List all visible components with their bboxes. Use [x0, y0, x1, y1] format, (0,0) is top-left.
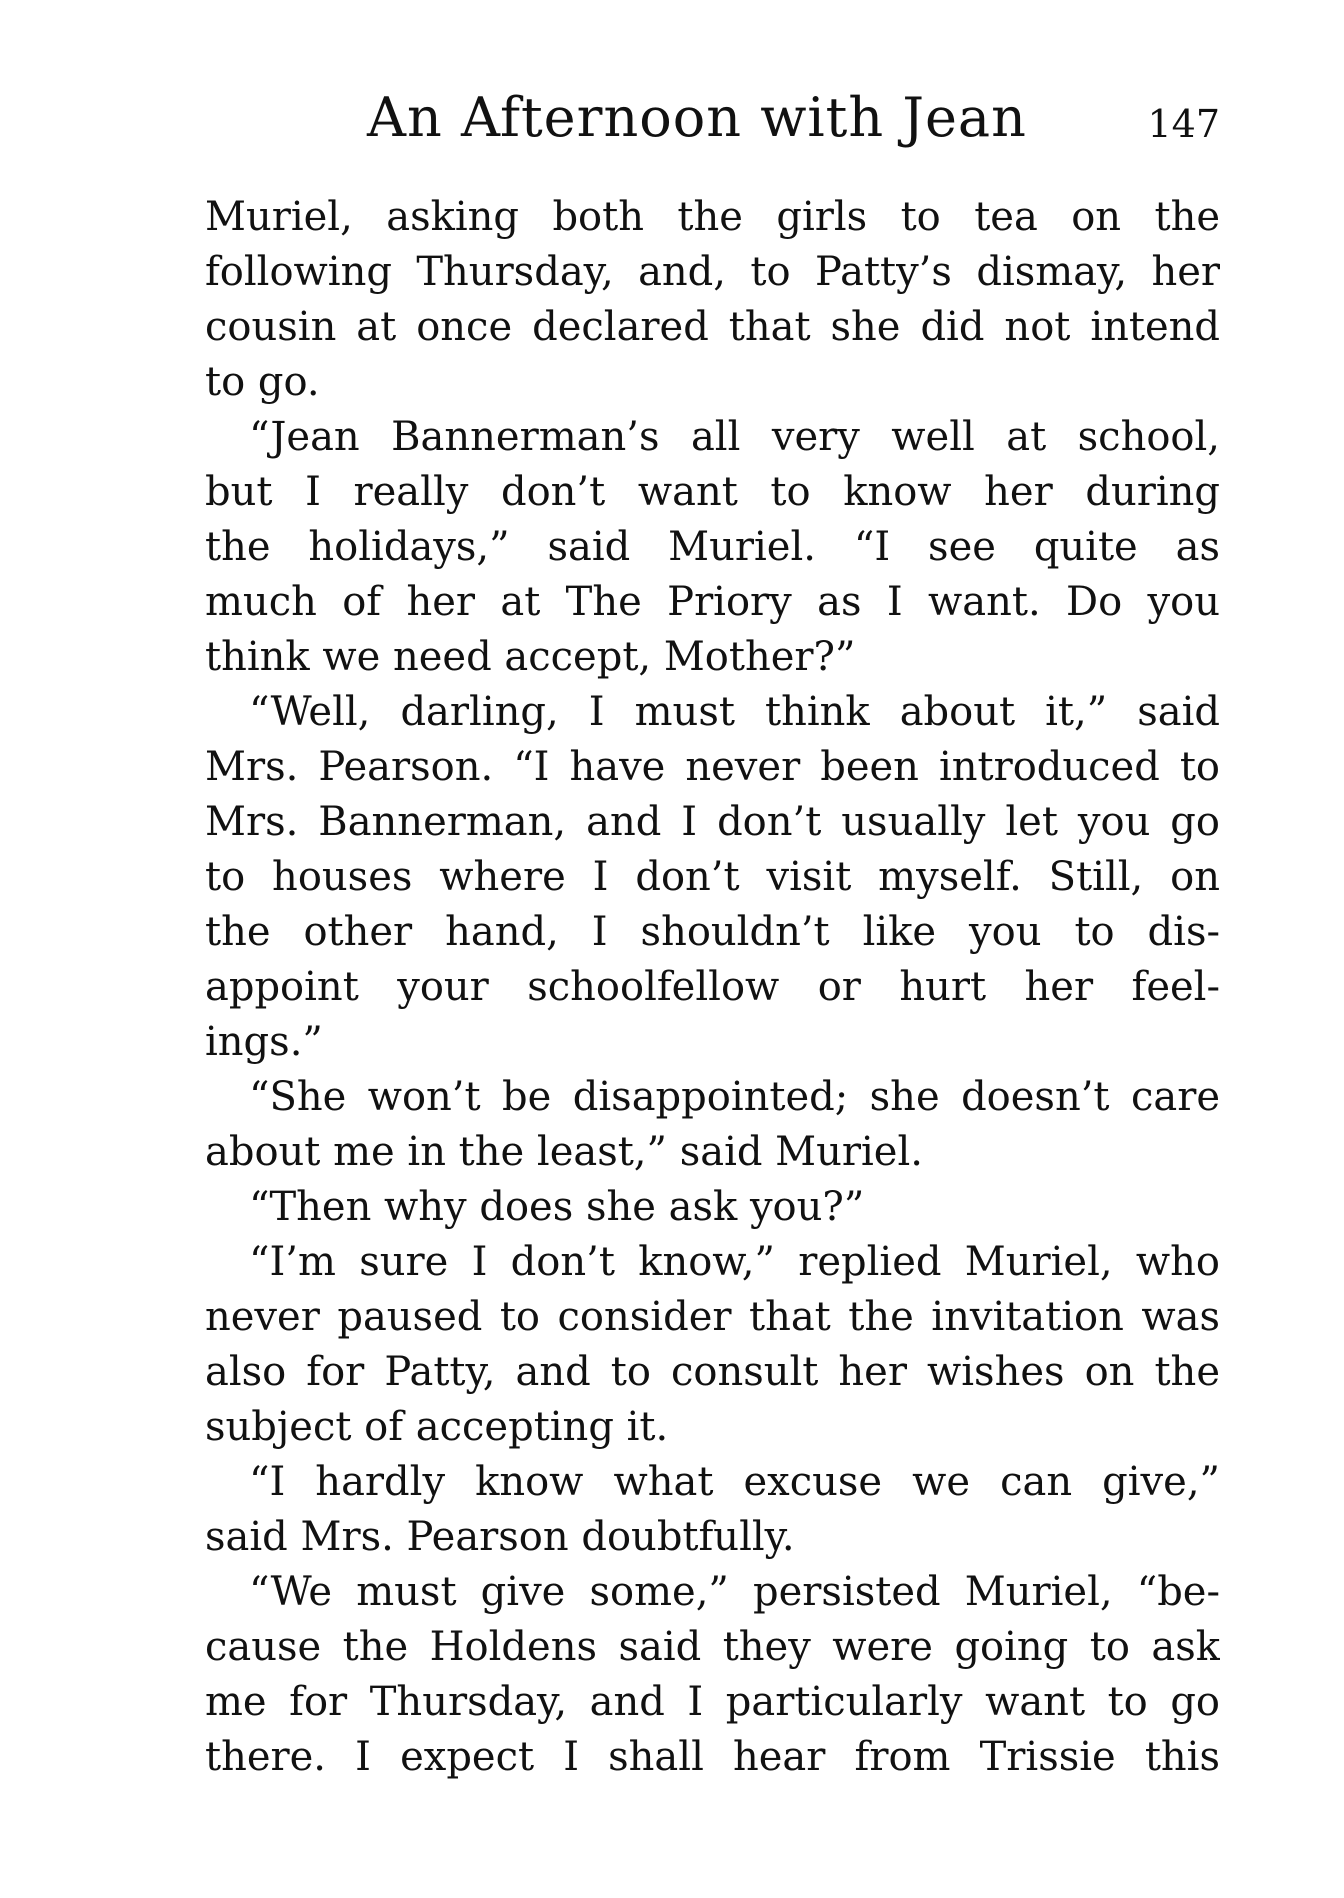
text-line: about me in the least,” said Muriel. [205, 1129, 923, 1175]
text-line: Muriel, asking both the girls to tea on the [205, 194, 1220, 240]
text-line: ings.” [205, 1019, 323, 1065]
text-line: Mrs. Pearson. “I have never been introduced to [205, 744, 1220, 790]
text-line: to go. [205, 359, 320, 405]
text-line: following Thursday, and, to Patty’s dismay, her [205, 249, 1220, 295]
text-line: “We must give some,” persisted Muriel, “be- [249, 1569, 1220, 1615]
running-title: An Afternoon with Jean [367, 86, 1027, 149]
text-line: appoint your schoolfellow or hurt her feel- [205, 964, 1220, 1010]
text-line: the holidays,” said Muriel. “I see quite as [205, 524, 1220, 570]
text-line: “Well, darling, I must think about it,” said [249, 689, 1220, 735]
text-line: cousin at once declared that she did not intend [205, 304, 1220, 350]
text-line: to houses where I don’t visit myself. Still, on [205, 854, 1220, 900]
body-text [205, 190, 1220, 1785]
text-line: “I’m sure I don’t know,” replied Muriel, who [249, 1239, 1220, 1285]
text-line: cause the Holdens said they were going to ask [205, 1624, 1220, 1670]
text-line: “Then why does she ask you?” [249, 1184, 865, 1230]
text-line: “I hardly know what excuse we can give,” [249, 1459, 1220, 1505]
text-line: “She won’t be disappointed; she doesn’t care [249, 1074, 1220, 1120]
text-line: much of her at The Priory as I want. Do you [205, 579, 1220, 625]
page-header [205, 78, 1220, 158]
text-line: also for Patty, and to consult her wishes on the [205, 1349, 1220, 1395]
text-line: subject of accepting it. [205, 1404, 669, 1450]
text-line: there. I expect I shall hear from Trissie this [205, 1734, 1220, 1780]
text-line: never paused to consider that the invitation was [205, 1294, 1220, 1340]
text-line: but I really don’t want to know her during [205, 469, 1220, 515]
text-line: think we need accept, Mother?” [205, 634, 856, 680]
text-line: the other hand, I shouldn’t like you to dis- [205, 909, 1220, 955]
page-number: 147 [1147, 102, 1220, 146]
text-line: me for Thursday, and I particularly want to go [205, 1679, 1220, 1725]
text-line: Mrs. Bannerman, and I don’t usually let you go [205, 799, 1220, 845]
text-line: said Mrs. Pearson doubtfully. [205, 1514, 795, 1560]
text-line: “Jean Bannerman’s all very well at school, [249, 414, 1220, 460]
